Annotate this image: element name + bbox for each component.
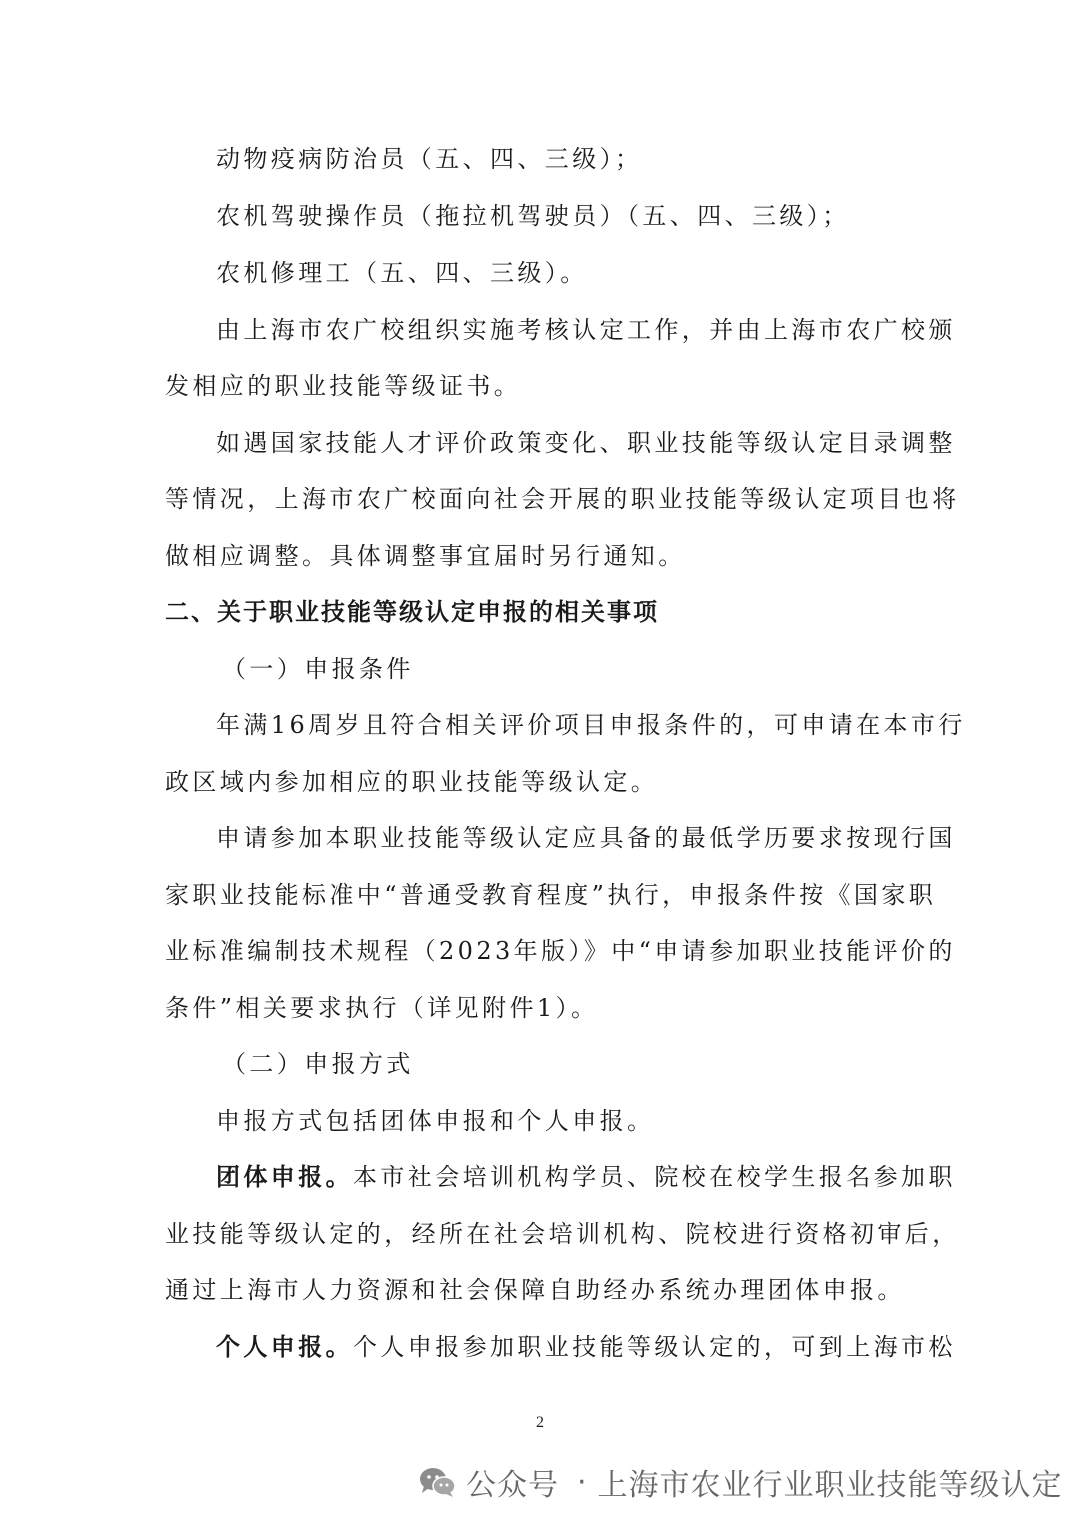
watermark-account: 上海市农业行业职业技能等级认定 <box>597 1468 1063 1503</box>
wechat-icon <box>418 1466 456 1498</box>
section-heading: 二、关于职业技能等级认定申报的相关事项 <box>165 598 659 626</box>
paragraph-line: 申请参加本职业技能等级认定应具备的最低学历要求按现行国 <box>216 824 956 852</box>
paragraph-line: 由上海市农广校组织实施考核认定工作，并由上海市农广校颁 <box>216 316 956 344</box>
paragraph-line: 发相应的职业技能等级证书。 <box>165 372 522 400</box>
subsection-heading: （二）申报方式 <box>222 1050 414 1078</box>
paragraph-line: 业技能等级认定的，经所在社会培训机构、院校进行资格初审后， <box>165 1220 960 1248</box>
paragraph-line: 如遇国家技能人才评价政策变化、职业技能等级认定目录调整 <box>216 429 956 457</box>
paragraph-line: 条件”相关要求执行（详见附件1）。 <box>165 994 599 1022</box>
list-item-machinery-repair: 农机修理工（五、四、三级）。 <box>216 259 588 287</box>
page-number: 2 <box>536 1414 544 1431</box>
paragraph-line: 等情况，上海市农广校面向社会开展的职业技能等级认定项目也将 <box>165 485 960 513</box>
paragraph-line: 做相应调整。具体调整事宜届时另行通知。 <box>165 542 686 570</box>
paragraph-line: 家职业技能标准中“普通受教育程度”执行，申报条件按《国家职 <box>165 881 937 909</box>
paragraph-line: 业标准编制技术规程（2023年版）》中“申请参加职业技能评价的 <box>165 937 956 965</box>
paragraph-text: 个人申报参加职业技能等级认定的，可到上海市松 <box>353 1333 956 1361</box>
subsection-heading: （一）申报条件 <box>222 655 414 683</box>
paragraph-line <box>216 1330 956 1364</box>
list-item-animal-disease: 动物疫病防治员（五、四、三级）； <box>216 145 643 173</box>
watermark-label: 公众号 <box>466 1468 559 1503</box>
paragraph-line: 年满16周岁且符合相关评价项目申报条件的，可申请在本市行 <box>216 711 966 739</box>
watermark <box>418 1458 1063 1506</box>
bold-lead-individual-application: 个人申报。 <box>216 1333 353 1361</box>
bold-lead-group-application: 团体申报。 <box>216 1163 353 1191</box>
watermark-separator: · <box>577 1464 588 1500</box>
paragraph-line: 申报方式包括团体申报和个人申报。 <box>216 1107 655 1135</box>
paragraph-text: 本市社会培训机构学员、院校在校学生报名参加职 <box>353 1163 956 1191</box>
paragraph-line <box>216 1160 956 1194</box>
list-item-tractor-driver: 农机驾驶操作员（拖拉机驾驶员）（五、四、三级）； <box>216 202 850 230</box>
paragraph-line: 政区域内参加相应的职业技能等级认定。 <box>165 768 659 796</box>
paragraph-line: 通过上海市人力资源和社会保障自助经办系统办理团体申报。 <box>165 1276 905 1304</box>
